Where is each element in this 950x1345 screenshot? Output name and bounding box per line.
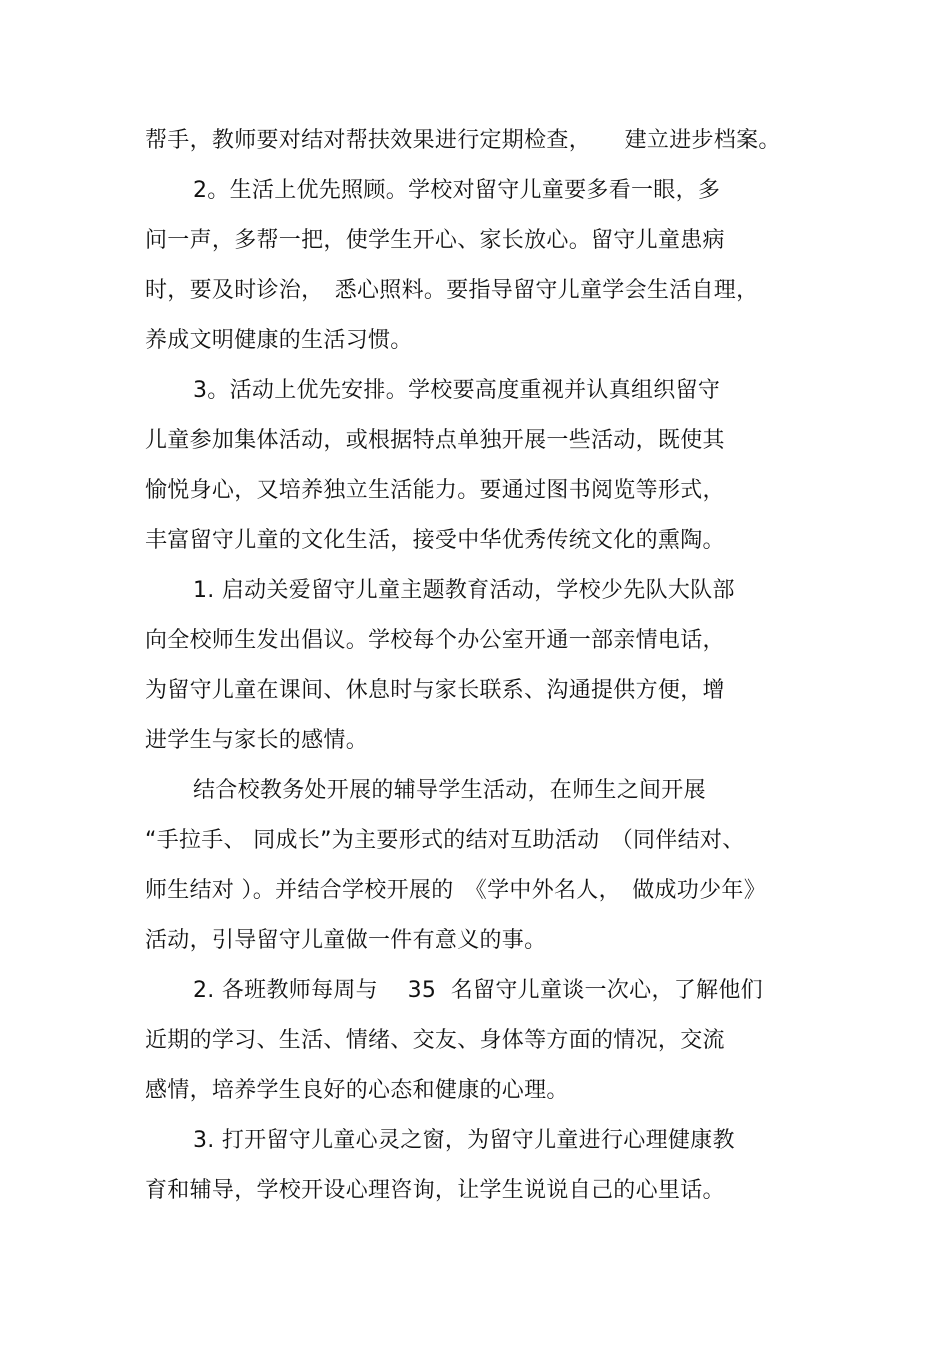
text-line: 丰富留守儿童的文化生活，接受中华优秀传统文化的熏陶。 [145,528,725,553]
text-line: 近期的学习、生活、情绪、交友、身体等方面的情况，交流 [145,1028,725,1053]
text-line: 儿童参加集体活动，或根据特点单独开展一些活动，既使其 [145,428,725,453]
text-line: “手拉手、 同成长”为主要形式的结对互助活动 （同伴结对、 [145,828,745,853]
text-line: 育和辅导，学校开设心理咨询，让学生说说自己的心里话。 [145,1178,725,1203]
text-line: 进学生与家长的感情。 [145,728,369,753]
text-line: 为留守儿童在课间、休息时与家长联系、沟通提供方便，增 [145,678,725,703]
text-line: 帮手，教师要对结对帮扶效果进行定期检查， 建立进步档案。 [145,128,781,153]
text-line: 师生结对 ）。并结合学校开展的 《学中外名人， 做成功少年》 [145,878,766,903]
text-line: 活动，引导留守儿童做一件有意义的事。 [145,928,547,953]
text-line: 时，要及时诊治， 悉心照料。要指导留守儿童学会生活自理， [145,278,759,303]
text-line: 1. 启动关爱留守儿童主题教育活动，学校少先队大队部 [193,578,735,603]
text-line: 向全校师生发出倡议。学校每个办公室开通一部亲情电话， [145,628,725,653]
text-line: 2. 各班教师每周与 35 名留守儿童谈一次心，了解他们 [193,978,763,1003]
text-line: 结合校教务处开展的辅导学生活动，在师生之间开展 [193,778,706,803]
text-line: 问一声，多帮一把，使学生开心、家长放心。留守儿童患病 [145,228,725,253]
text-line: 3. 打开留守儿童心灵之窗，为留守儿童进行心理健康教 [193,1128,735,1153]
text-line: 养成文明健康的生活习惯。 [145,328,413,353]
text-line: 3。活动上优先安排。学校要高度重视并认真组织留守 [193,378,721,403]
text-line: 2。生活上优先照顾。学校对留守儿童要多看一眼，多 [193,178,721,203]
text-line: 愉悦身心，又培养独立生活能力。要通过图书阅览等形式， [145,478,725,503]
text-line: 感情，培养学生良好的心态和健康的心理。 [145,1078,569,1103]
